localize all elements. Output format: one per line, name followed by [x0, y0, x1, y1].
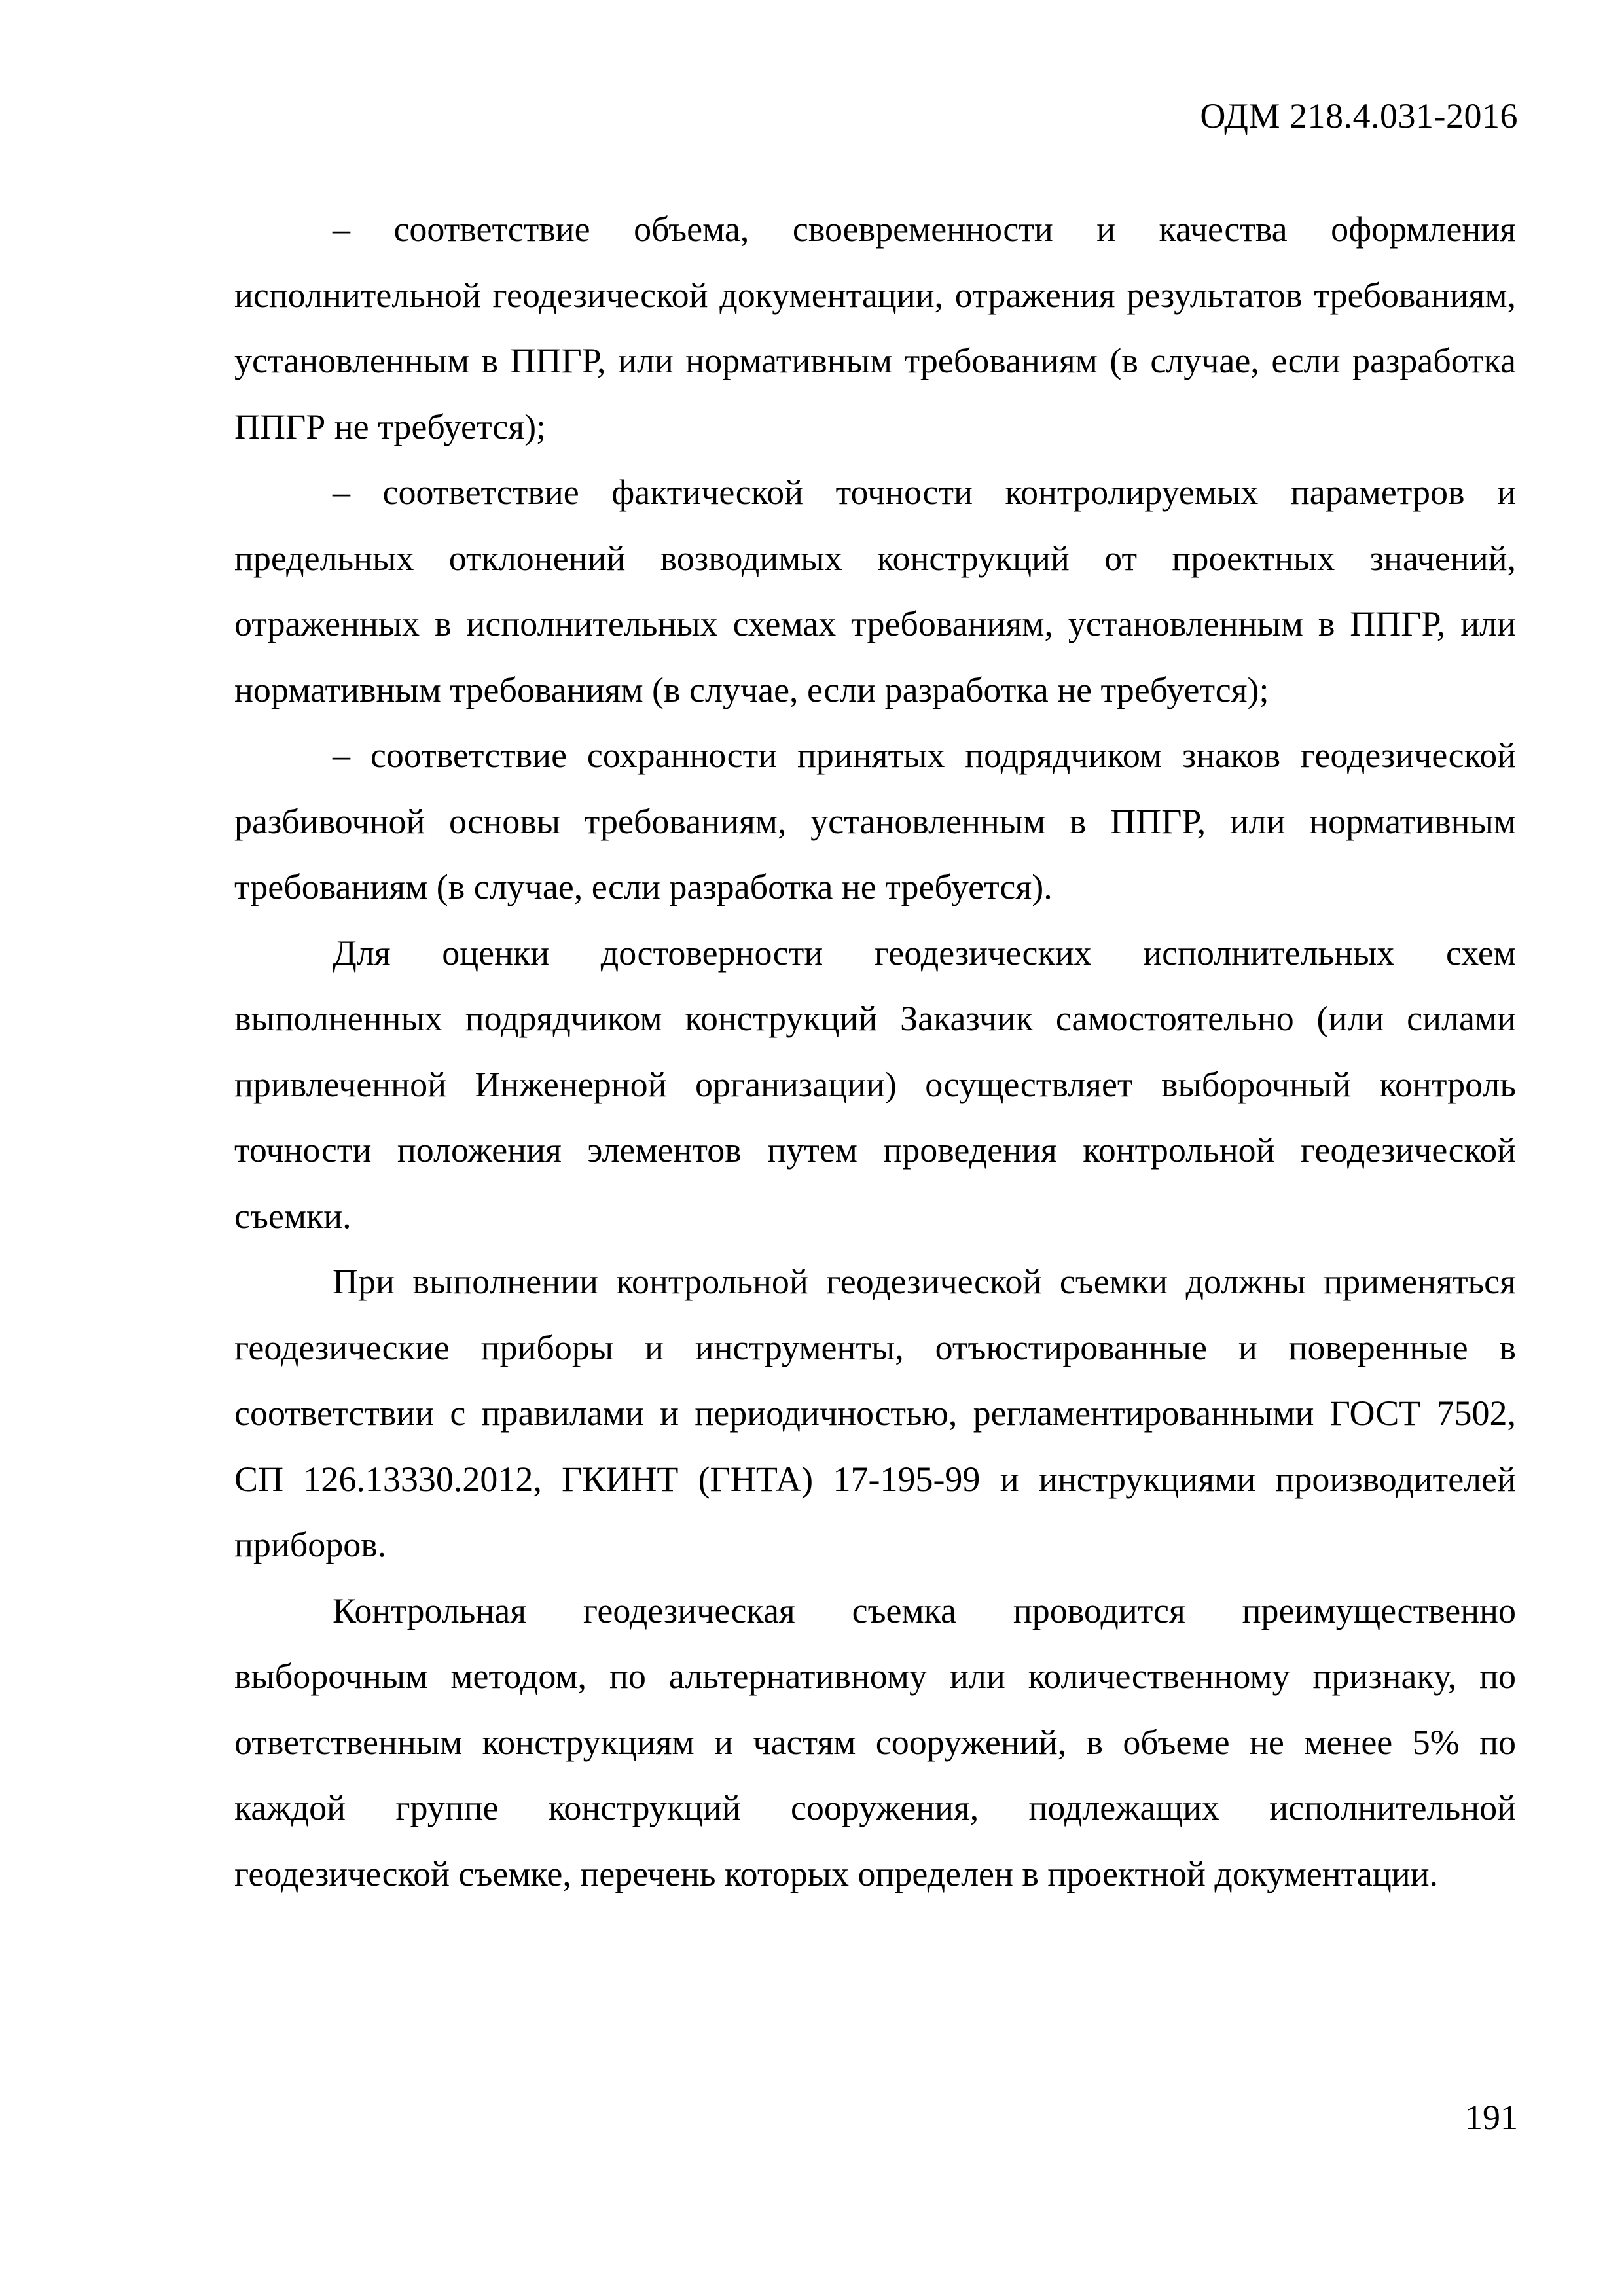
- paragraph-instruments: При выполнении контрольной геодезической съемки должны применяться геодезические приборы и инструменты, отъюстированные и поверенные в соответствии с правилами и периодичностью, регламентированными ГОСТ 7502, СП 126.13330.2012, ГКИНТ (ГНТА) 17-195-99 и инструкциями производителей приборов.: [234, 1262, 1516, 1564]
- document-code: ОДМ 218.4.031-2016: [1200, 96, 1518, 135]
- page-number: 191: [1465, 2098, 1518, 2137]
- paragraph-reliability-check: Для оценки достоверности геодезических исполнительных схем выполненных подрядчиком конструкций Заказчик самостоятельно (или силами привлеченной Инженерной организации) осуществляет выборочный контроль точности положения элементов путем проведения контрольной геодезической съемки.: [234, 933, 1516, 1236]
- body-text: [234, 196, 1516, 1907]
- paragraph-control-survey: Контрольная геодезическая съемка проводится преимущественно выборочным методом, по альтернативному или количественному признаку, по ответственным конструкциям и частям сооружений, в объеме не менее 5% по каждой группе конструкций сооружения, подлежащих исполнительной геодезической съемке, перечень которых определен в проектной документации.: [234, 1590, 1516, 1893]
- paragraph-bullet-2: – соответствие фактической точности контролируемых параметров и предельных отклонений возводимых конструкций от проектных значений, отраженных в исполнительных схемах требованиям, установленным в ППГР, или нормативным требованиям (в случае, если разработка не требуется);: [234, 473, 1516, 709]
- paragraph-bullet-1: – соответствие объема, своевременности и качества оформления исполнительной геодезической документации, отражения результатов требованиям, установленным в ППГР, или нормативным требованиям (в случае, если разработка ППГР не требуется);: [234, 209, 1516, 446]
- paragraph-bullet-3: – соответствие сохранности принятых подрядчиком знаков геодезической разбивочной основы требованиям, установленным в ППГР, или нормативным требованиям (в случае, если разработка не требуется).: [234, 736, 1516, 906]
